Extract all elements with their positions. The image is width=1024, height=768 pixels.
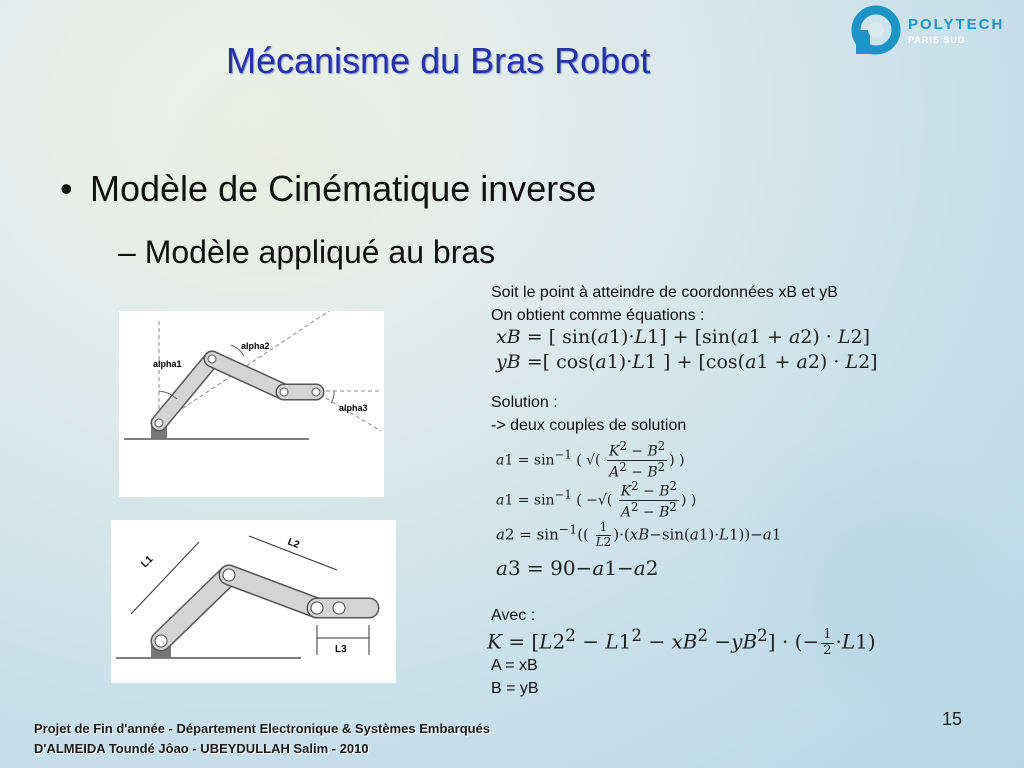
intro-line-1: Soit le point à atteindre de coordonnées xB et yB bbox=[491, 284, 838, 301]
b-definition: B = yB bbox=[491, 680, 539, 697]
equation-k: $K = [L2^2 - L1^2 - xB^2 -yB^2]$ · (− $\frac{1}{2}$ ·L1) bbox=[487, 626, 876, 658]
equation-a1-positive: $a1 = \sin^{-1}$ ( √( $\frac{K^2 - B^2}{A^2 - B^2}$ ) ) bbox=[496, 439, 685, 481]
arm-lengths-diagram bbox=[111, 520, 396, 683]
equation-xb: xB = [ sin(a1)·L1] + [sin(a1 + a2) · L2] bbox=[496, 326, 871, 348]
logo-subtitle: PARIS SUD bbox=[908, 35, 966, 45]
a-definition: A = xB bbox=[491, 657, 538, 674]
l1-label: L1 bbox=[139, 554, 156, 571]
solution-desc: -> deux couples de solution bbox=[491, 417, 687, 434]
alpha2-label: alpha2 bbox=[241, 341, 270, 351]
bullet-main-text: Modèle de Cinématique inverse bbox=[90, 168, 597, 209]
alpha1-label: alpha1 bbox=[153, 359, 182, 369]
l3-label: L3 bbox=[335, 644, 347, 655]
l2-label: L2 bbox=[285, 536, 301, 551]
bullet-sub: – Modèle appliqué au bras bbox=[118, 234, 496, 270]
footer-authors-line: D'ALMEIDA Toundé Jôao - UBEYDULLAH Salim - 2010 bbox=[34, 741, 369, 756]
equation-a3: a3 = 90−a1−a2 bbox=[496, 556, 659, 580]
equation-a1-negative: $a1 = \sin^{-1}$ ( −√( $\frac{K^2 - B^2}{A^2 - B^2}$ ) ) bbox=[496, 479, 697, 521]
slide-title: Mécanisme du Bras Robot bbox=[226, 40, 651, 81]
equation-a2: $a2 = \sin^{-1}$(( $\frac{1}{L2}$ )·(xB−sin(a1)·L1))−a1 bbox=[496, 520, 782, 549]
alpha3-label: alpha3 bbox=[339, 403, 368, 413]
polytech-logo-mark-icon bbox=[850, 4, 902, 56]
avec-label: Avec : bbox=[491, 607, 536, 624]
footer-project-line: Projet de Fin d'année - Département Electronique & Systèmes Embarqués bbox=[34, 721, 491, 736]
background-board-watermark bbox=[720, 420, 1020, 720]
arm-angles-diagram bbox=[119, 311, 384, 497]
logo-name: POLYTECH bbox=[908, 16, 1005, 33]
page-number: 15 bbox=[942, 709, 963, 729]
equation-yb: yB =[ cos(a1)·L1 ] + [cos(a1 + a2) · L2] bbox=[496, 351, 878, 373]
polytech-logo bbox=[850, 4, 1020, 56]
intro-line-2: On obtient comme équations : bbox=[491, 307, 705, 324]
bullet-main: • Modèle de Cinématique inverse bbox=[60, 168, 597, 209]
solution-label: Solution : bbox=[491, 394, 558, 411]
